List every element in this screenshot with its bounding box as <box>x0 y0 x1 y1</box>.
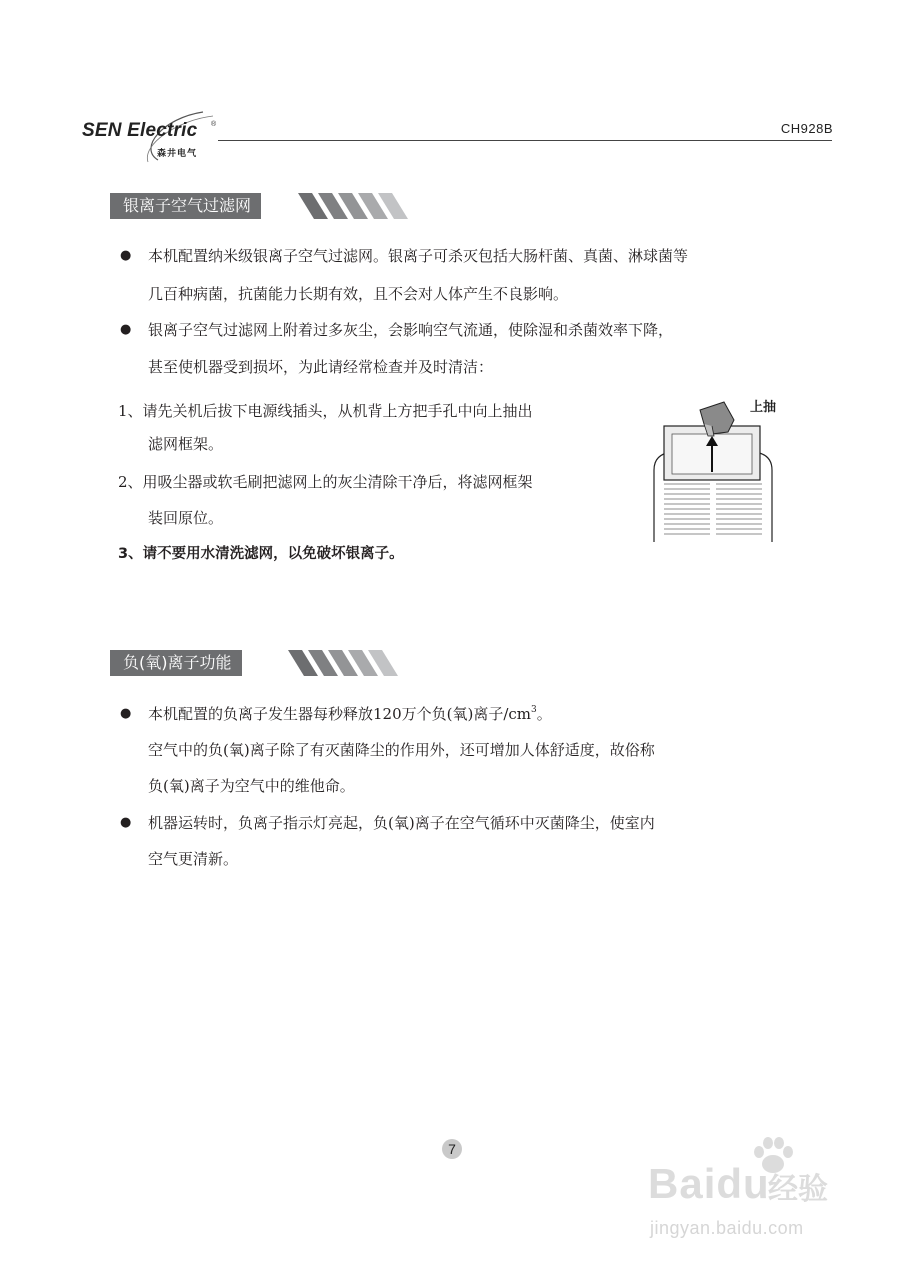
ion-output-text: 本机配置的负离子发生器每秒释放120万个负(氧)离子/cm <box>148 705 532 723</box>
section2-bullet1-line3: 负(氧)离子为空气中的维他命。 <box>148 777 355 795</box>
brand-name-cn: 森井电气 <box>157 149 198 159</box>
superscript-3: 3 <box>531 705 537 715</box>
step-1-line1: 1、请先关机后拔下电源线插头，从机背上方把手孔中向上抽出 <box>118 402 533 420</box>
section1-bullet1-line2: 几百种病菌，抗菌能力长期有效，且不会对人体产生不良影响。 <box>148 285 569 303</box>
step-2-line1: 2、用吸尘器或软毛刷把滤网上的灰尘清除干净后，将滤网框架 <box>118 473 533 491</box>
bullet-icon: ● <box>120 706 132 721</box>
registered-mark: ® <box>211 121 217 128</box>
baidu-jingyan-watermark <box>644 1136 854 1246</box>
model-code: CH928B <box>780 121 833 136</box>
section-title: 银离子空气过滤网 <box>110 193 261 219</box>
section-heading-negative-ion <box>110 650 410 676</box>
watermark-url: jingyan.baidu.com <box>650 1218 804 1238</box>
bullet-icon: ● <box>120 815 132 830</box>
section2-bullet2-line2: 空气更清新。 <box>148 850 239 868</box>
step-3-warning: 3、请不要用水清洗滤网，以免破坏银离子。 <box>118 546 404 562</box>
heading-stripes-icon <box>288 650 418 676</box>
filter-removal-illustration <box>642 392 842 542</box>
section-title: 负(氧)离子功能 <box>110 650 242 676</box>
brand-name: SEN Electric <box>82 120 198 141</box>
section2-bullet1-line2: 空气中的负(氧)离子除了有灭菌降尘的作用外，还可增加人体舒适度，故俗称 <box>148 741 655 759</box>
section-heading-silver-ion <box>110 193 410 219</box>
brand-logo <box>82 108 232 164</box>
section2-bullet2-line1: 机器运转时，负离子指示灯亮起，负(氧)离子在空气循环中灭菌降尘，使室内 <box>148 814 655 832</box>
step-1-line2: 滤网框架。 <box>148 435 224 453</box>
figure-label-pull-up: 上抽 <box>750 400 777 415</box>
header-rule <box>218 140 832 141</box>
section1-bullet1-line1: 本机配置纳米级银离子空气过滤网。银离子可杀灭包括大肠杆菌、真菌、淋球菌等 <box>148 247 689 265</box>
dehumidifier-filter-icon <box>642 392 842 542</box>
bullet-icon: ● <box>120 322 132 337</box>
heading-stripes-icon <box>298 193 428 219</box>
step-2-line2: 装回原位。 <box>148 509 224 527</box>
bullet-icon: ● <box>120 248 132 263</box>
section1-bullet2-line2: 甚至使机器受到损坏，为此请经常检查并及时清洁： <box>148 358 494 376</box>
page-number: 7 <box>442 1139 462 1159</box>
watermark-brand-cn: 经验 <box>768 1172 828 1207</box>
watermark-brand: Baidu <box>648 1160 770 1207</box>
period: 。 <box>536 705 552 723</box>
section2-bullet1-line1 <box>148 704 552 724</box>
section1-bullet2-line1: 银离子空气过滤网上附着过多灰尘，会影响空气流通，使除湿和杀菌效率下降， <box>148 321 674 339</box>
